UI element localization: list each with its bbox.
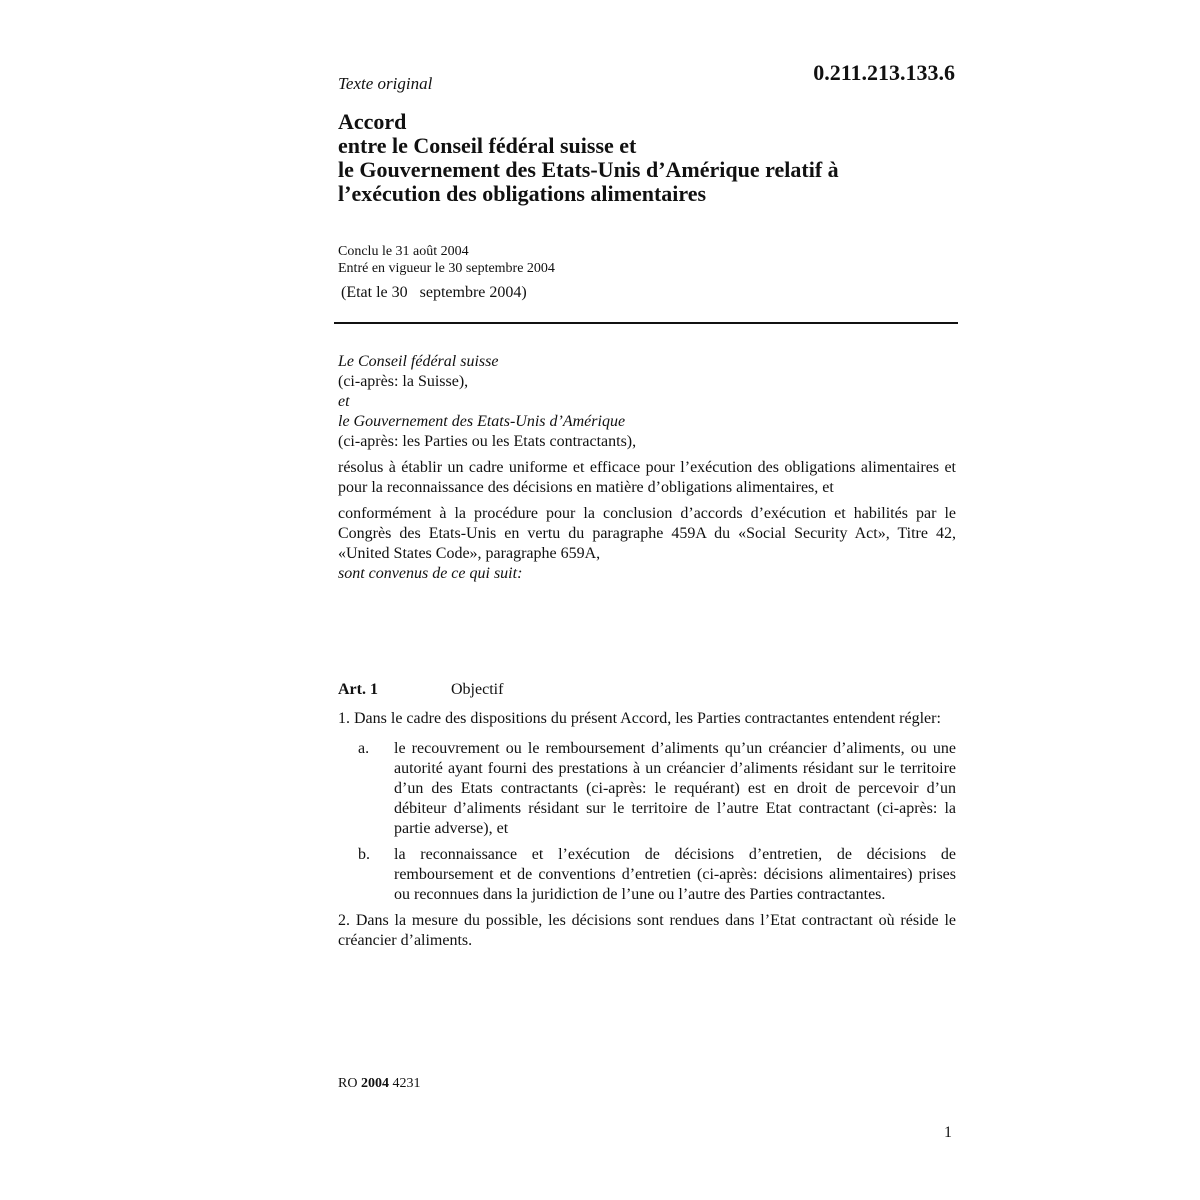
party-2-alias: (ci-après: les Parties ou les Etats contractants), bbox=[338, 433, 637, 450]
title-line-1: Accord bbox=[338, 109, 407, 134]
article-paragraph-1: 1. Dans le cadre des dispositions du présent Accord, les Parties contractantes entendent régler: bbox=[338, 710, 941, 727]
article-paragraph-2: 2. Dans la mesure du possible, les décisions sont rendues dans l’Etat contractant où réside le créancier d’aliments. bbox=[338, 912, 956, 949]
agreement-statement: sont convenus de ce qui suit: bbox=[338, 565, 523, 582]
preamble-clause-1: résolus à établir un cadre uniforme et efficace pour l’exécution des obligations alimentaires et pour la reconnaissance des décisions en matière d’obligations alimentaires, et bbox=[338, 459, 956, 496]
original-text-label: Texte original bbox=[338, 74, 433, 93]
list-item-text: la reconnaissance et l’exécution de décisions d’entretien, de décisions de remboursement et de conventions d’entretien (ci-après: décisions alimentaires) prises ou reconnues dans la juridiction de l’une ou l’autre des Parties contractantes. bbox=[394, 846, 956, 903]
in-force-date: Entré en vigueur le 30 septembre 2004 bbox=[338, 261, 555, 276]
list-item-text: le recouvrement ou le remboursement d’aliments qu’un créancier d’aliments, ou une autorité ayant fourni des prestations à un créancier d’aliments résidant sur le territoire d’un des Etats contractants (ci-après: le requérant) est en droit de percevoir d’un débiteur d’aliments résidant sur le territoire de l’autre Etat contractant (ci-après: la partie adverse), et bbox=[394, 740, 956, 837]
article-1-heading bbox=[338, 681, 503, 699]
party-2-name: le Gouvernement des Etats-Unis d’Amérique bbox=[338, 413, 626, 430]
state-date: (Etat le 30 septembre 2004) bbox=[341, 284, 527, 301]
ro-year: 2004 bbox=[360, 1076, 389, 1091]
list-item-b bbox=[358, 845, 956, 905]
title-line-4: l’exécution des obligations alimentaires bbox=[338, 181, 707, 206]
article-number: Art. 1 bbox=[338, 681, 378, 698]
article-title: Objectif bbox=[451, 681, 504, 698]
document-number: 0.211.213.133.6 bbox=[813, 60, 955, 85]
ro-page: 4231 bbox=[392, 1076, 421, 1091]
official-compilation-reference bbox=[338, 1076, 420, 1092]
list-item-label: a. bbox=[358, 740, 370, 757]
preamble-clause-2: conformément à la procédure pour la conclusion d’accords d’exécution et habilités par le Congrès des Etats-Unis en vertu du paragraphe 459A du «Social Security Act», Titre 42, «United States Code», paragraphe 659A, bbox=[338, 505, 956, 562]
title-line-3: le Gouvernement des Etats-Unis d’Amérique relatif à bbox=[338, 157, 839, 182]
conclusion-metadata bbox=[338, 243, 555, 277]
article-1-body bbox=[338, 709, 956, 951]
preamble bbox=[338, 352, 956, 584]
list-item-a bbox=[358, 739, 956, 839]
party-1-name: Le Conseil fédéral suisse bbox=[338, 353, 499, 370]
list-item-label: b. bbox=[358, 846, 370, 863]
conjunction: et bbox=[338, 393, 350, 410]
party-1-alias: (ci-après: la Suisse), bbox=[338, 373, 469, 390]
title-line-2: entre le Conseil fédéral suisse et bbox=[338, 133, 637, 158]
header-divider bbox=[334, 322, 958, 324]
concluded-date: Conclu le 31 août 2004 bbox=[338, 244, 469, 259]
ro-prefix: RO bbox=[338, 1076, 358, 1091]
page-number: 1 bbox=[944, 1124, 952, 1141]
document-title bbox=[338, 110, 958, 206]
